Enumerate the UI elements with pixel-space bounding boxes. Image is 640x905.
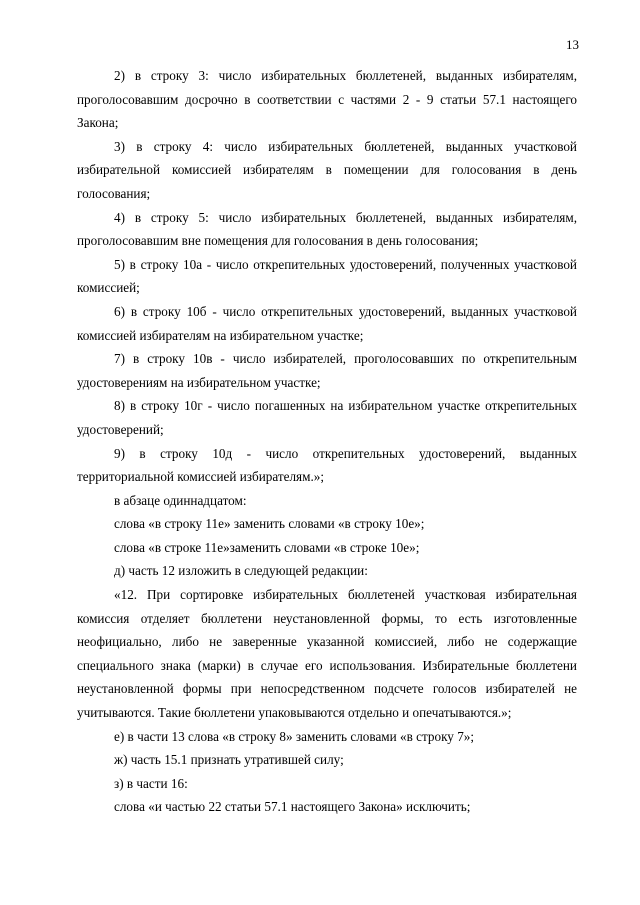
paragraph-item-6: 6) в строку 10б - число открепительных удостоверений, выданных участковой комиссией избирателям на избирательном участке; [77,303,577,343]
paragraph-abzac: в абзаце одиннадцатом: [114,492,247,508]
page-number: 13 [566,37,579,52]
paragraph-item-4: 4) в строку 5: число избирательных бюллетеней, выданных избирателям, проголосовавшим вне помещения для голосования в день голосования; [77,209,577,249]
paragraph-replace-11e-stroke: слова «в строке 11е»заменить словами «в строке 10е»; [114,539,420,555]
paragraph-item-8: 8) в строку 10г - число погашенных на избирательном участке открепительных удостоверений; [77,398,577,437]
paragraph-zh: ж) часть 15.1 признать утратившей силу; [114,752,344,768]
paragraph-e: е) в части 13 слова «в строку 8» заменить словами «в строку 7»; [114,728,475,744]
paragraph-item-3: 3) в строку 4: число избирательных бюллетеней, выданных участковой избирательной комиссией избирателям в помещении для голосования в день голосования; [77,138,577,201]
paragraph-item-9: 9) в строку 10д - число открепительных удостоверений, выданных территориальной комиссией избирателям.»; [77,445,577,485]
paragraph-12-text: «12. При сортировке избирательных бюллетеней участковая избирательная комиссия отделяет бюллетени неустановленной формы, то есть изготовленные неофициально, либо не заверенные указанной комиссией, либо не содержащие специального знака (марки) в случае его использования. Избирательные бюллетени неустановленной формы при непосредственном подсчете голосов избирателей не учитываются. Такие бюллетени упаковываются отдельно и опечатываются.»; [77,587,577,721]
paragraph-exclude: слова «и частью 22 статьи 57.1 настоящего Закона» исключить; [114,799,471,815]
paragraph-z: з) в части 16: [114,775,188,791]
paragraph-item-7: 7) в строку 10в - число избирателей, проголосовавших по открепительным удостоверениям на избирательном участке; [77,351,577,390]
paragraph-item-5: 5) в строку 10а - число открепительных удостоверений, полученных участковой комиссией; [77,256,577,296]
paragraph-d: д) часть 12 изложить в следующей редакции: [114,563,368,579]
document-body [77,64,577,819]
paragraph-replace-11e-stroku: слова «в строку 11е» заменить словами «в строку 10е»; [114,516,425,532]
paragraph-item-2: 2) в строку 3: число избирательных бюллетеней, выданных избирателям, проголосовавшим досрочно в соответствии с частями 2 - 9 статьи 57.1 настоящего Закона; [77,68,577,131]
